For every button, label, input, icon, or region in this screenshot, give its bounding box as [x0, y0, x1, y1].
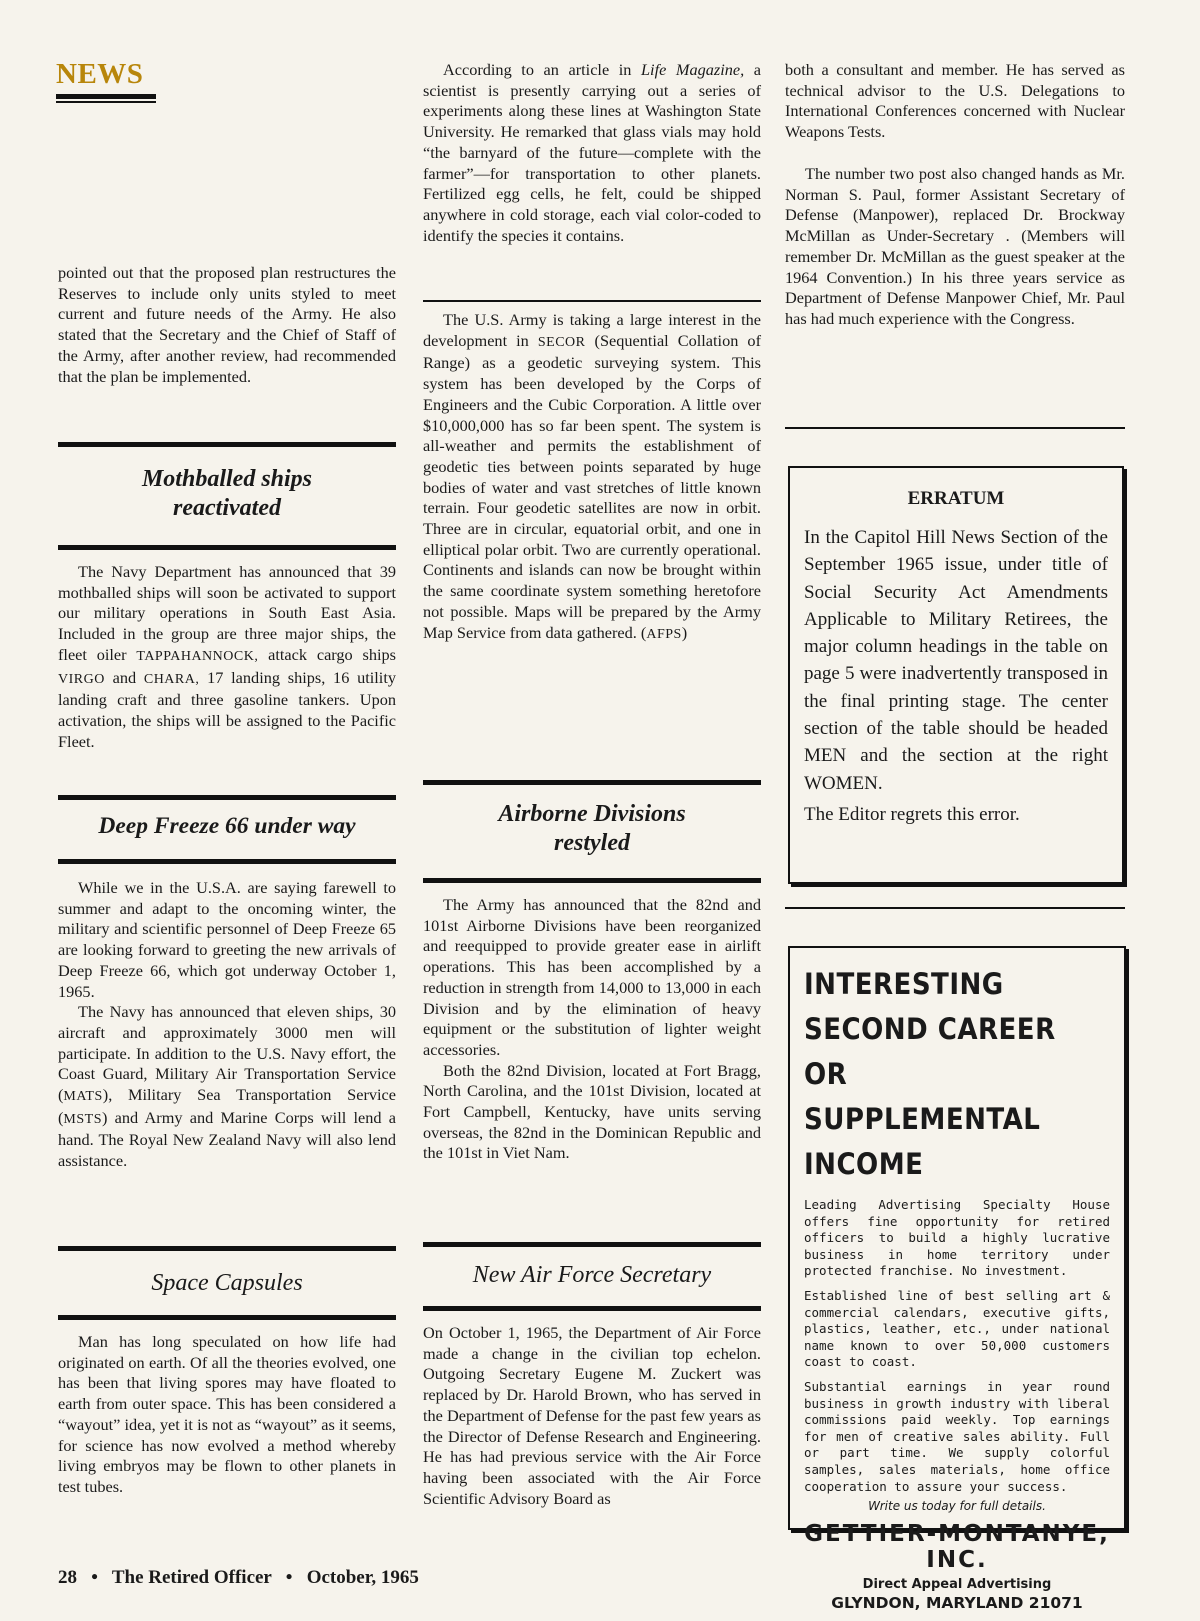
- under-secretary-paragraph: The number two post also changed hands as Mr. Norman S. Paul, former Assistant Secretary of Defense (Manpower), replaced Dr. Brockway McMillan as Under-Secretary . (Members will remember Dr. McMillan as the guest speaker at the 1964 Convention.) In his three years service as Department of Defense Manpower Chief, Mr. Paul has had much experience with the Congress.: [785, 164, 1125, 328]
- footer-separator: •: [91, 1567, 98, 1588]
- space-capsules-paragraph: Man has long speculated on how life had originated on earth. Of all the theories evolved, one has been that living spores may have floated to earth from outer space. This has been considered a “wayout” idea, yet it is not as “wayout” as it seems, for science has now evolved a method whereby living embryos may be flown to other planets in test tubes.: [58, 1332, 396, 1496]
- life-magazine-paragraph: According to an article in Life Magazine, a scientist is presently carrying out a series of experiments along these lines at Washington State University. He remarked that glass vials may hold “the barnyard of the future—complete with the farmer”—for transportation to other planets. Fertilized egg cells, he felt, could be shipped anywhere in cold storage, each vial color-coded to identify the species it contains.: [423, 60, 762, 245]
- air-force-paragraph: On October 1, 1965, the Department of Air Force made a change in the civilian top echelon. Outgoing Secretary Eugene M. Zuckert was replaced by Dr. Harold Brown, who has served in the Department of Defense for the past few years as the Director of Defense Research and Engineering. He has had previous service with the Air Force having been associated with the Air Force Scientific Advisory Board as: [423, 1323, 761, 1508]
- advertisement-box: [788, 946, 1126, 1613]
- headline-deep-freeze: Deep Freeze 66 under way: [98, 813, 356, 839]
- air-force-continued-paragraph: both a consultant and member. He has served as technical advisor to the U.S. Delegations to International Conferences concerned with Nuclear Weapons Tests.: [785, 60, 1125, 142]
- divider: [785, 907, 1125, 909]
- section-label: NEWS: [56, 58, 144, 90]
- footer-separator: •: [285, 1567, 293, 1588]
- erratum-box: [788, 466, 1124, 884]
- headline-new-air-force-secretary: New Air Force Secretary: [472, 1262, 712, 1288]
- mothballed-paragraph: The Navy Department has announced that 39 mothballed ships will soon be activated to support our military operations in South East Asia. Included in the group are three major ships, the fleet oiler TAPPAHANNOCK, attack cargo ships VIRGO and CHARA, 17 landing ships, 16 utility landing craft and three gasoline tankers. Upon activation, the ships will be assigned to the Pacific Fleet.: [58, 562, 396, 751]
- issue-date: October, 1965: [306, 1567, 419, 1588]
- deep-freeze-paragraph-2: The Navy has announced that eleven ships, 30 aircraft and approximately 3000 men will participate. In addition to the U.S. Navy effort, the Coast Guard, Military Air Transportation Service (MATS), Military Sea Transportation Service (MSTS) and Army and Marine Corps will lend a hand. The Royal New Zealand Navy will also lend assistance.: [58, 1002, 396, 1171]
- airborne-paragraph-2: Both the 82nd Division, located at Fort Bragg, North Carolina, and the 101st Division, located at Fort Campbell, Kentucky, have units serving overseas, the 82nd in the Dominican Republic and the 101st in Viet Nam.: [423, 1060, 761, 1163]
- ad-write-us: Write us today for full details.: [868, 1499, 1046, 1514]
- intro-paragraph: pointed out that the proposed plan restructures the Reserves to include only units styled to meet current and future needs of the Army. He also stated that the Secretary and the Chief of Staff of the Army, after another review, had recommended that the plan be implemented.: [58, 263, 396, 386]
- ad-headline: INTERESTING SECOND CAREER OR SUPPLEMENTAL INCOME: [804, 967, 1056, 1181]
- erratum-body: In the Capitol Hill News Section of the September 1965 issue, under title of Social Security Act Amendments Applicable to Military Retirees, the major column headings in the table on page 5 were inadvertently transposed in the final printing stage. The center section of the table should be headed MEN and the section at the right WOMEN.: [804, 527, 1108, 794]
- ad-company-name: GETTIER-MONTANYE, INC.: [804, 1521, 1110, 1574]
- section-label-rule: [56, 94, 156, 99]
- section-label-rule-thin: [56, 101, 156, 103]
- headline-mothballed: Mothballed ships reactivated: [141, 466, 313, 521]
- ad-paragraph-3: Substantial earnings in year round business in growth industry with liberal commissions paid weekly. Top earnings for men of creative sales ability. Full or part time. We supply colorful samples, sales materials, home office cooperation to assure your success.: [804, 1378, 1110, 1494]
- divider: [785, 427, 1125, 429]
- ad-paragraph-1: Leading Advertising Specialty House offers fine opportunity for retired officers to build a highly lucrative business in home territory under protected franchise. No investment.: [804, 1197, 1110, 1279]
- airborne-paragraph-1: The Army has announced that the 82nd and 101st Airborne Divisions have been reorganized and reequipped to provide greater ease in airlift operations. This has been accomplished by a reduction in strength from 14,000 to 13,000 in each Division and by the elimination of heavy equipment or the substitution of lighter weight accessories.: [423, 895, 761, 1059]
- ad-company-subtitle: Direct Appeal Advertising: [862, 1577, 1052, 1593]
- erratum-regret: The Editor regrets this error.: [804, 803, 1020, 825]
- deep-freeze-paragraph-1: While we in the U.S.A. are saying farewell to summer and adapt to the oncoming winter, the military and scientific personnel of Deep Freeze 65 are looking forward to greeting the new arrivals of Deep Freeze 66, which got underway October 1, 1965.: [58, 878, 396, 1001]
- page-footer: [58, 1567, 419, 1589]
- headline-airborne-divisions: Airborne Divisions restyled: [498, 801, 686, 856]
- erratum-title: ERRATUM: [907, 488, 1005, 509]
- divider: [423, 300, 761, 302]
- publication-name: The Retired Officer: [111, 1567, 272, 1588]
- ad-company-address: GLYNDON, MARYLAND 21071: [831, 1594, 1083, 1613]
- secor-paragraph: The U.S. Army is taking a large interest in the development in SECOR (Sequential Collation of Range) as a geodetic surveying system. This system has been developed by the Corps of Engineers and the Cubic Corporation. A little over $10,000,000 has so far been spent. The system is all-weather and permits the establishment of geodetic ties between points separated by huge bodies of water and vast stretches of little known terrain. Four geodetic satellites are now in orbit. Three are in circular, equatorial orbit, and one in elliptical polar orbit. Two are currently operational. Continents and islands can now be brought within the same coordinate system something heretofore not possible. Maps will be prepared by the Army Map Service from data gathered. (AFPS): [423, 310, 761, 642]
- page-number: 28: [58, 1567, 77, 1588]
- ad-paragraph-2: Established line of best selling art & commercial calendars, executive gifts, plastics, leather, etc., under national name known to over 50,000 customers coast to coast.: [804, 1287, 1110, 1370]
- headline-space-capsules: Space Capsules: [151, 1270, 303, 1296]
